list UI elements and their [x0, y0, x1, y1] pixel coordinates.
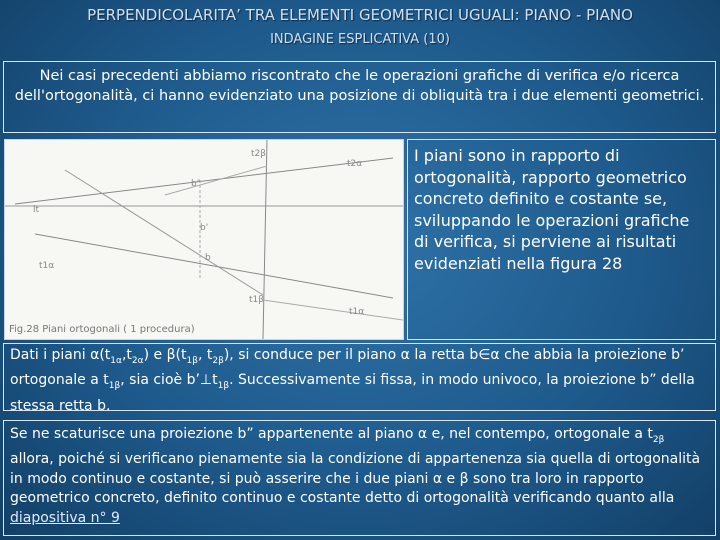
- p1-text: , sia cioè b’⊥t: [120, 372, 218, 389]
- projection-b-prime: [65, 170, 263, 295]
- trace-t-beta-vertical: [263, 140, 267, 339]
- trace-t1-alpha-extension: [263, 300, 403, 320]
- p1-text: Dati i piani: [10, 347, 91, 363]
- intro-text: Nei casi precedenti abbiamo riscontrato che le operazioni grafiche di verifica e/o ricerca dell'ortogonalità, ci hanno evidenziato una posizione di obliquità tra i due elementi geometrici.: [14, 68, 705, 104]
- p1-text: , t: [197, 347, 213, 363]
- side-text: I piani sono in rapporto di ortogonalità, rapporto geometrico concreto definito e costante se, sviluppando le operazioni grafiche di verifica, si perviene ai risultati evidenziati nella figura 28: [414, 146, 690, 273]
- label-b2: b": [191, 179, 201, 189]
- label-t2a: t2α: [347, 159, 363, 169]
- slide-title: PERPENDICOLARITA’ TRA ELEMENTI GEOMETRICI UGUALI: PIANO - PIANO: [87, 6, 633, 24]
- subscript: 2β: [652, 434, 665, 445]
- subscript: 2α: [131, 355, 144, 366]
- geometry-drawing: [5, 140, 403, 339]
- subscript: 1β: [108, 381, 121, 392]
- side-text-box: [407, 139, 716, 340]
- beta-symbol: β: [459, 470, 469, 487]
- subscript: 1β: [217, 381, 230, 392]
- label-lt: lt: [33, 205, 40, 215]
- label-t2b: t2β: [251, 149, 266, 159]
- alpha-symbol: α: [400, 347, 410, 363]
- label-t1a-2: t1α: [349, 307, 365, 317]
- p2-text: Se ne scaturisce una proiezione b” appartenente al piano: [10, 426, 418, 442]
- label-t1b: t1β: [249, 295, 264, 305]
- alpha-symbol: α: [417, 426, 428, 442]
- subscript: 1β: [186, 355, 198, 366]
- slide-subtitle: INDAGINE ESPLICATIVA (10): [270, 32, 450, 47]
- alpha-symbol: α: [432, 470, 443, 487]
- p1-text: (t: [175, 347, 187, 363]
- p1-text: ), si conduce per il piano: [223, 347, 401, 363]
- p2-text: allora, poiché si verificano pienamente sia la condizione di appartenenza sia quella di ortogonalità in modo continuo e costante, si può asserire che i due piani: [10, 451, 701, 487]
- p2-text: e, nel contempo, ortogonale a t: [427, 426, 653, 442]
- p1-text: la retta b: [409, 347, 479, 363]
- beta-symbol: β: [166, 347, 176, 363]
- p1-text: ,t: [121, 347, 132, 363]
- slide-9-link[interactable]: diapositiva n° 9: [10, 509, 120, 526]
- figure-caption: Fig.28 Piani ortogonali ( 1 procedura): [9, 324, 195, 335]
- p1-text: che abbia la proiezione b’ ortogonale a t: [10, 347, 685, 389]
- p1-text: ) e: [143, 347, 167, 363]
- belongs-symbol: ∈α: [478, 347, 500, 363]
- figure-28: [4, 139, 404, 340]
- projection-b-double-prime: [165, 166, 267, 195]
- p1-text: (t: [99, 347, 111, 363]
- p2-text: sono tra loro in rapporto geometrico concreto, definito continuo e costante detto di ortogonalità verificando quanto alla: [10, 470, 675, 507]
- subscript: 1α: [110, 355, 122, 366]
- p1-text: . Successivamente si fissa, in modo univoco, la proiezione b” della stessa retta b.: [10, 372, 695, 414]
- intro-text-box: [3, 61, 716, 133]
- trace-t1-alpha: [35, 234, 393, 298]
- subscript: 2β: [212, 355, 224, 366]
- label-t1a: t1α: [39, 261, 55, 271]
- trace-t2-alpha: [15, 158, 393, 204]
- p2-text: e: [442, 470, 460, 487]
- alpha-symbol: α: [90, 347, 100, 363]
- label-b1: b': [200, 223, 209, 233]
- label-b: b: [205, 253, 211, 263]
- paragraph-1: [3, 343, 716, 414]
- paragraph-2: [3, 420, 716, 536]
